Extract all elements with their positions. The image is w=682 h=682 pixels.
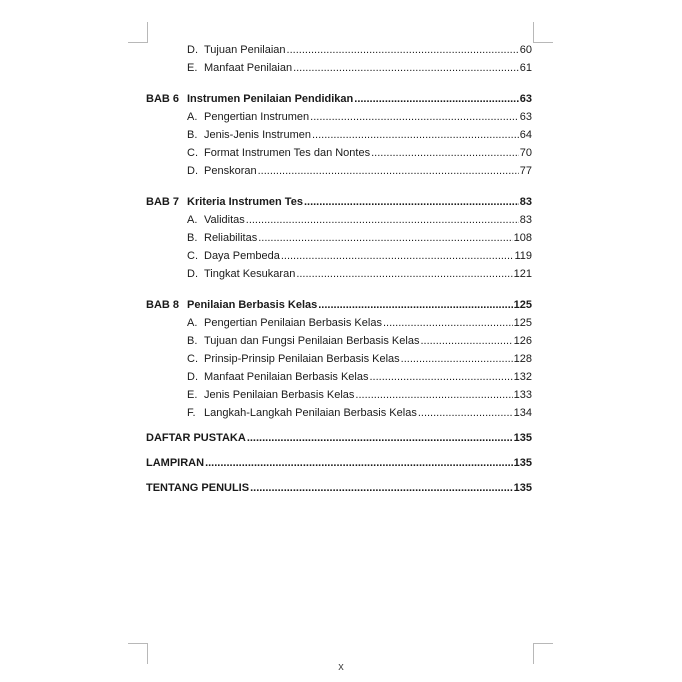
toc-item-page: 126 — [513, 335, 532, 347]
toc-item[interactable] — [146, 41, 532, 59]
toc-item-letter: B. — [187, 129, 198, 141]
page-number: x — [338, 661, 344, 673]
dot-leader — [401, 350, 513, 368]
toc-item-letter: A. — [187, 317, 198, 329]
toc-item-title: Tujuan dan Fungsi Penilaian Berbasis Kelas — [204, 335, 420, 347]
chapter-title: Kriteria Instrumen Tes — [187, 196, 303, 208]
toc-item-page: 61 — [519, 62, 532, 74]
dot-leader — [304, 193, 519, 211]
dot-leader — [371, 144, 519, 162]
back-matter-title: DAFTAR PUSTAKA — [146, 432, 246, 444]
toc-item[interactable] — [146, 162, 532, 180]
back-matter-page: 135 — [513, 457, 532, 469]
toc-item-page: 77 — [519, 165, 532, 177]
chapter-page: 63 — [519, 93, 532, 105]
toc-item-letter: C. — [187, 147, 198, 159]
dot-leader — [354, 90, 518, 108]
dot-leader — [318, 296, 512, 314]
toc-item-page: 125 — [513, 317, 532, 329]
chapter-page: 83 — [519, 196, 532, 208]
chapter-number: BAB 7 — [146, 196, 180, 208]
back-matter-title: TENTANG PENULIS — [146, 482, 250, 494]
toc-item[interactable] — [146, 108, 532, 126]
toc-item[interactable] — [146, 386, 532, 404]
chapter-page: 125 — [513, 299, 532, 311]
dot-leader — [246, 211, 519, 229]
toc-item-title: Tingkat Kesukaran — [204, 268, 296, 280]
dot-leader — [205, 454, 513, 472]
toc-item-title: Pengertian Instrumen — [204, 111, 310, 123]
dot-leader — [281, 247, 514, 265]
toc-item-title: Prinsip-Prinsip Penilaian Berbasis Kelas — [204, 353, 400, 365]
toc-item-page: 108 — [513, 232, 532, 244]
crop-mark-top-left — [128, 22, 148, 43]
toc-tentang-penulis[interactable] — [146, 479, 532, 497]
toc-item[interactable] — [146, 211, 532, 229]
toc-item[interactable] — [146, 332, 532, 350]
toc-item[interactable] — [146, 144, 532, 162]
chapter-title: Penilaian Berbasis Kelas — [187, 299, 318, 311]
toc-item-letter: C. — [187, 250, 198, 262]
toc-item-page: 133 — [513, 389, 532, 401]
toc-chapter-8[interactable] — [146, 296, 532, 314]
chapter-number: BAB 6 — [146, 93, 180, 105]
chapter-number: BAB 8 — [146, 299, 180, 311]
toc-item[interactable] — [146, 314, 532, 332]
dot-leader — [312, 126, 519, 144]
toc-chapter-7[interactable] — [146, 193, 532, 211]
toc-item-letter: C. — [187, 353, 198, 365]
toc-item-page: 64 — [519, 129, 532, 141]
toc-item-title: Jenis-Jenis Instrumen — [204, 129, 311, 141]
dot-leader — [258, 229, 512, 247]
toc-item-letter: D. — [187, 44, 198, 56]
toc-item[interactable] — [146, 59, 532, 77]
toc-item-title: Langkah-Langkah Penilaian Berbasis Kelas — [204, 407, 417, 419]
toc-item[interactable] — [146, 229, 532, 247]
dot-leader — [247, 429, 513, 447]
toc-item[interactable] — [146, 265, 532, 283]
dot-leader — [296, 265, 512, 283]
chapter-title: Instrumen Penilaian Pendidikan — [187, 93, 354, 105]
toc-item-letter: E. — [187, 389, 198, 401]
toc-daftar-pustaka[interactable] — [146, 429, 532, 447]
toc-item-title: Format Instrumen Tes dan Nontes — [204, 147, 371, 159]
toc-item-page: 60 — [519, 44, 532, 56]
back-matter-title: LAMPIRAN — [146, 457, 205, 469]
toc-item-title: Daya Pembeda — [204, 250, 280, 262]
toc-item[interactable] — [146, 368, 532, 386]
toc-item-letter: E. — [187, 62, 198, 74]
toc-item-title: Jenis Penilaian Berbasis Kelas — [204, 389, 355, 401]
toc-item-letter: D. — [187, 371, 198, 383]
dot-leader — [418, 404, 513, 422]
dot-leader — [250, 479, 513, 497]
toc-lampiran[interactable] — [146, 454, 532, 472]
toc-item[interactable] — [146, 404, 532, 422]
toc-item-page: 119 — [514, 250, 532, 262]
back-matter-page: 135 — [513, 482, 532, 494]
toc-item-title: Reliabilitas — [204, 232, 258, 244]
toc-item-letter: A. — [187, 214, 198, 226]
dot-leader — [420, 332, 512, 350]
crop-mark-top-right — [533, 22, 553, 43]
toc-item-title: Penskoran — [204, 165, 257, 177]
toc-item-letter: B. — [187, 335, 198, 347]
dot-leader — [258, 162, 519, 180]
dot-leader — [383, 314, 513, 332]
toc-item-page: 121 — [513, 268, 532, 280]
toc-item-letter: D. — [187, 165, 198, 177]
toc-item-title: Manfaat Penilaian Berbasis Kelas — [204, 371, 369, 383]
toc-item[interactable] — [146, 247, 532, 265]
dot-leader — [369, 368, 512, 386]
back-matter-page: 135 — [513, 432, 532, 444]
toc-item-page: 70 — [519, 147, 532, 159]
toc-item-page: 134 — [513, 407, 532, 419]
toc-item-letter: B. — [187, 232, 198, 244]
toc-item-title: Manfaat Penilaian — [204, 62, 293, 74]
toc-item-page: 128 — [513, 353, 532, 365]
toc-item[interactable] — [146, 350, 532, 368]
toc-item-page: 83 — [519, 214, 532, 226]
toc-item[interactable] — [146, 126, 532, 144]
dot-leader — [310, 108, 519, 126]
toc-item-page: 63 — [519, 111, 532, 123]
toc-item-page: 132 — [513, 371, 532, 383]
dot-leader — [355, 386, 512, 404]
toc-item-title: Pengertian Penilaian Berbasis Kelas — [204, 317, 382, 329]
toc-item-title: Validitas — [204, 214, 245, 226]
toc-item-letter: D. — [187, 268, 198, 280]
toc-item-letter: F. — [187, 407, 196, 419]
dot-leader — [293, 59, 519, 77]
dot-leader — [287, 41, 519, 59]
toc-item-title: Tujuan Penilaian — [204, 44, 286, 56]
toc-item-letter: A. — [187, 111, 198, 123]
toc-chapter-6[interactable] — [146, 90, 532, 108]
table-of-contents — [146, 41, 532, 497]
